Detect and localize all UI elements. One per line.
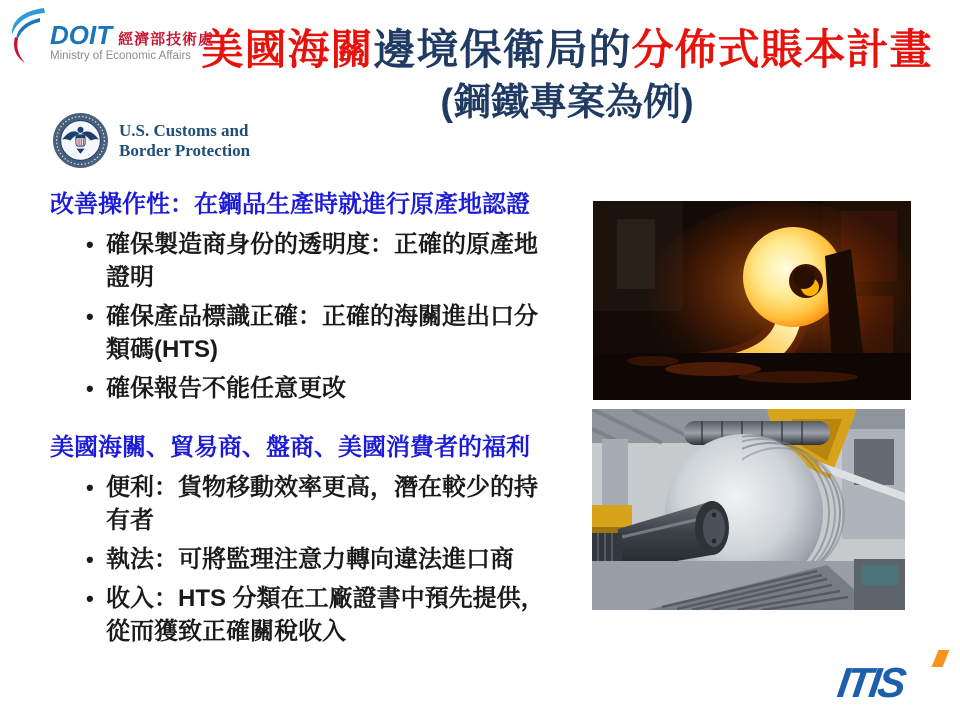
section-1-bullets xyxy=(50,228,555,405)
title-segment: 邊境保衛局的 xyxy=(373,26,632,73)
bullet-item: • 確保產品標識正確：正確的海關進出口分類碼(HTS) xyxy=(106,300,555,366)
title-segment: 美國海關 xyxy=(201,26,374,73)
steel-coil-machine-photo xyxy=(592,409,905,610)
doit-acronym: DOIT xyxy=(50,20,113,50)
cbp-wordmark-line1: U.S. Customs and xyxy=(119,120,249,140)
cbp-logo xyxy=(52,112,250,169)
cbp-seal-icon xyxy=(52,112,109,169)
section-2-bullets xyxy=(50,471,555,648)
hot-steel-coil-photo xyxy=(593,201,911,400)
body-content xyxy=(50,190,555,676)
bullet-item: • 收入：HTS 分類在工廠證書中預先提供，從而獲致正確關稅收入 xyxy=(106,582,555,648)
itis-logo xyxy=(834,650,948,708)
itis-wordmark: ITIS xyxy=(834,659,907,706)
itis-accent-mark xyxy=(932,650,950,667)
slide-title-line2: (鋼鐵專案為例) xyxy=(440,82,694,124)
section-2-heading: 美國海關、貿易商、盤商、美國消費者的福利 xyxy=(50,434,530,461)
bullet-item: • 確保製造商身份的透明度：正確的原產地證明 xyxy=(106,228,555,294)
slide-title-line1 xyxy=(178,24,956,76)
doit-subtitle: Ministry of Economic Affairs xyxy=(50,50,192,62)
doit-swoosh-icon xyxy=(4,6,48,64)
doit-cjk-name: 經濟部技術處 xyxy=(118,31,215,48)
bullet-item: • 確保報告不能任意更改 xyxy=(106,372,555,405)
section-1-heading: 改善操作性：在鋼品生產時就進行原產地認證 xyxy=(50,191,530,218)
bullet-item: • 執法：可將監理注意力轉向違法進口商 xyxy=(106,543,555,576)
title-segment: 分佈式賬本計畫 xyxy=(631,26,933,73)
slide-title xyxy=(178,24,956,126)
cbp-wordmark-line2: Border Protection xyxy=(119,140,251,160)
bullet-item: • 便利：貨物移動效率更高，潛在較少的持有者 xyxy=(106,471,555,537)
